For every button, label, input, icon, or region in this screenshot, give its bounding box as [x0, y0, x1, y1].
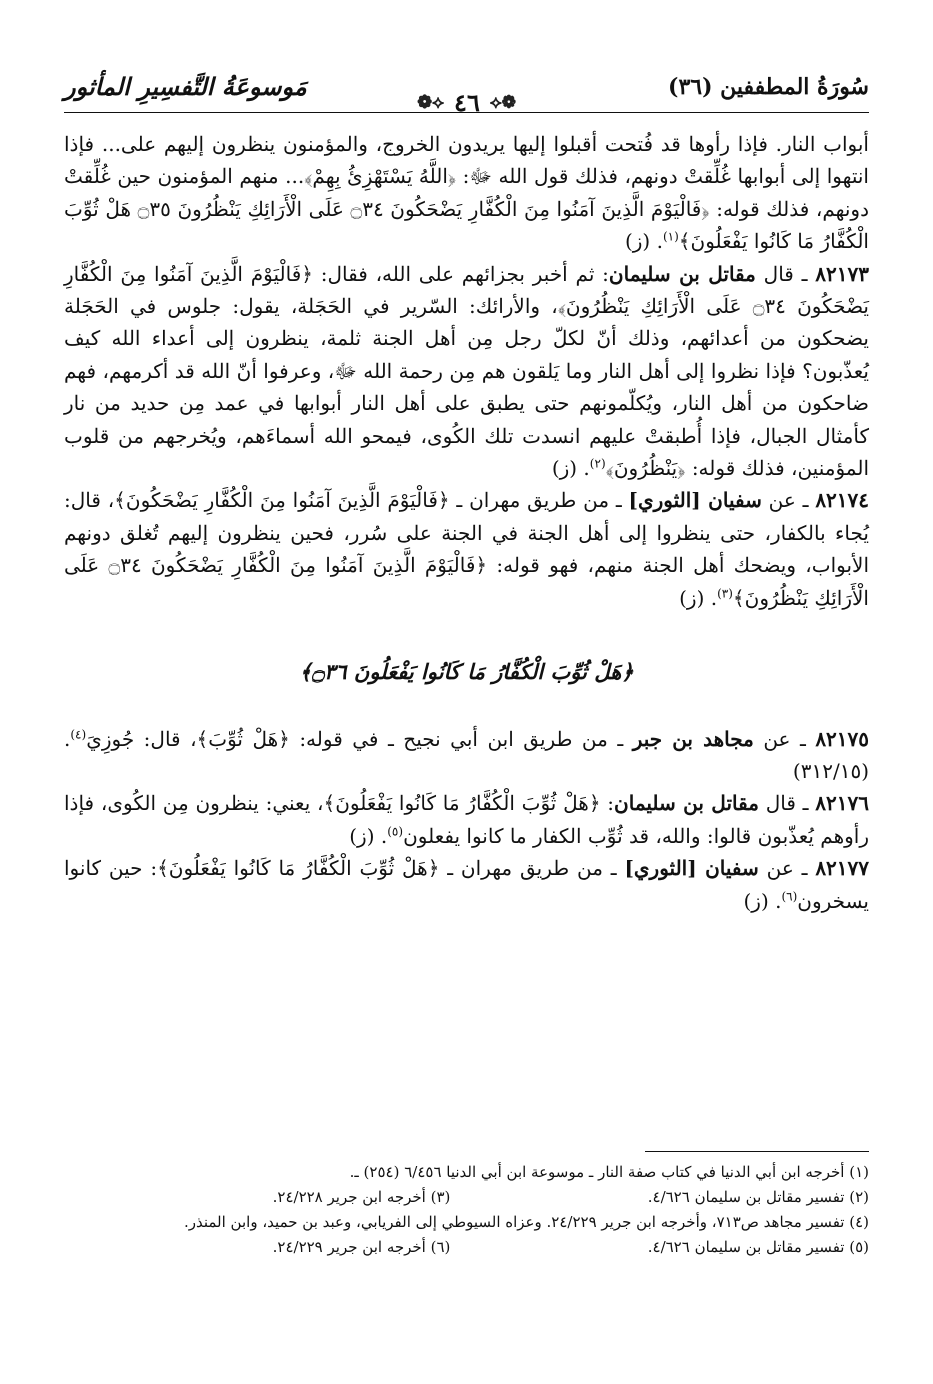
entry-text: : ثم أخبر بجزائهم على الله، فقال: ﴿فَالْيَوْمَ الَّذِينَ آمَنُوا مِنَ الْكُفَّارِ يَضْحَكُونَ ۝٣٤ عَلَى الْأَرَائِكِ يَنْظُرُونَ﴾، والأرائك: السّرير في الحَجَلة، يقول: جلوس في الحَجَلة يضحكون من أعدائهم، وذلك أنّ لكلّ رجل مِن أهل الجنة ثلمة، ينظرون إلى أعداء الله كيف يُعذّبون؟ فإذا نظروا إلى أهل النار وما يَلقون هم مِن رحمة الله ﷻ، وعرفوا أنّ الله قد أكرمهم، فهم ضاحكون من أهل النار، ويُكلّمونهم حتى يطبق على أهل النار أبوابها في عمد مِن حديد من نار كأمثال الجبال، فإذا أُطبقتْ عليهم انسدت تلك الكُوى، فيمحو الله أسماءَهم، ويُخرجهم من قلوب المؤمنين، فذلك قوله: ﴿يَنْظُرُونَ﴾ [64, 261, 869, 481]
entry-number: ٨٢١٧٧ [815, 856, 870, 881]
footnote-3: (٣) أخرجه ابن جرير ٢٤/٢٢٨. [272, 1188, 451, 1206]
entry-lead: ـ عن [768, 488, 809, 513]
entry-82174 [64, 484, 869, 614]
reference-mark: . (ز) [624, 229, 663, 254]
reference-mark: . (ز) [679, 585, 718, 610]
verse-heading: ﴿هَلْ ثُوِّبَ الْكُفَّارُ مَا كَانُوا يَفْعَلُونَ ۝٣٦﴾ [299, 659, 634, 685]
header-divider [64, 112, 869, 113]
footnote-5: (٥) تفسير مقاتل بن سليمان ٤/٦٢٦. [647, 1238, 869, 1256]
entry-lead: ـ عن [766, 856, 808, 881]
entry-82173 [64, 258, 869, 485]
paragraph-text: أبواب النار. فإذا رأوها قد فُتحت أقبلوا إليها يريدون الخروج، والمؤمنون ينظرون إليهم على... فإذا انتهوا إلى أبوابها غُلِّقتْ دونهم، فذلك قول الله ﷻ: ﴿اللَّهُ يَسْتَهْزِئُ بِهِمْ﴾... منهم المؤمنون حين غُلِّقتْ دونهم، فذلك قوله: ﴿فَالْيَوْمَ الَّذِينَ آمَنُوا مِنَ الْكُفَّارِ يَضْحَكُونَ ۝٣٤ عَلَى الْأَرَائِكِ يَنْظُرُونَ ۝٣٥ هَلْ ثُوِّبَ الْكُفَّارُ مَا كَانُوا يَفْعَلُونَ﴾ [64, 132, 869, 254]
entry-lead: ـ عن [763, 726, 806, 751]
entry-lead: ـ قال [763, 261, 808, 286]
reference-mark: . (٣١٢/١٥) [64, 726, 869, 783]
entry-text: ـ من طريق ابن أبي نجيح ـ في قوله: ﴿هَلْ ثُوِّبَ﴾، قال: جُوزِيَ [86, 726, 624, 751]
page-number: ٤٦ [454, 88, 480, 117]
footnote-1: (١) أخرجه ابن أبي الدنيا في كتاب صفة النار ـ موسوعة ابن أبي الدنيا ٦/٤٥٦ (٢٥٤) ـ. [349, 1163, 869, 1181]
footnotes [64, 1160, 869, 1260]
reference-mark: . (ز) [349, 823, 388, 848]
footnote-row [64, 1185, 869, 1210]
surah-title: سُورَةُ المطففين (٣٦) [668, 74, 869, 100]
reference-mark: . (ز) [743, 888, 782, 913]
entry-text: ـ من طريق مهران ـ ﴿فَالْيَوْمَ الَّذِينَ آمَنُوا مِنَ الْكُفَّارِ يَضْحَكُونَ﴾، قال: يُجاء بالكفار، حتى ينظروا إلى أهل الجنة في الجنة على سُرر، فحين ينظرون إليهم تُغلق دونهم الأبواب، ويضحك أهل الجنة منهم، فهو قوله: ﴿فَالْيَوْمَ الَّذِينَ آمَنُوا مِنَ الْكُفَّارِ يَضْحَكُونَ ۝٣٤ عَلَى الْأَرَائِكِ يَنْظُرُونَ﴾ [64, 488, 869, 610]
footnote-4: (٤) تفسير مجاهد ص٧١٣، وأخرجه ابن جرير ٢٤/٢٢٩. وعزاه السيوطي إلى الفريابي، وعبد بن حميد، وابن المنذر. [183, 1213, 869, 1231]
narrator-name: مقاتل بن سليمان [614, 791, 759, 816]
entry-82175 [64, 723, 869, 788]
entry-82176 [64, 787, 869, 852]
entry-number: ٨٢١٧٦ [815, 791, 870, 816]
footnote-divider [645, 1151, 869, 1152]
entry-lead: ـ قال [765, 791, 809, 816]
footnote-ref: (١) [662, 229, 679, 244]
narrator-name: مقاتل بن سليمان [608, 261, 756, 286]
footnote-6: (٦) أخرجه ابن جرير ٢٤/٢٢٩. [272, 1238, 451, 1256]
ornament-right-icon: ⟡❁ [489, 92, 516, 113]
reference-mark: . (ز) [551, 456, 590, 481]
footnote-ref: (٤) [70, 726, 87, 741]
footnote-ref: (٢) [589, 456, 606, 471]
footnote-ref: (٥) [387, 824, 404, 839]
footnote-ref: (٣) [717, 586, 733, 601]
narrator-name: سفيان [الثوري] [624, 856, 759, 881]
book-title: مَوسوعَةُ التَّفسِيرِ المأثور [64, 72, 307, 101]
footnote-2: (٢) تفسير مقاتل بن سليمان ٤/٦٢٦. [647, 1188, 869, 1206]
entry-number: ٨٢١٧٣ [815, 261, 869, 286]
paragraph-continuation [64, 128, 869, 258]
entry-number: ٨٢١٧٥ [815, 726, 870, 751]
entry-82177 [64, 852, 869, 917]
page-header [64, 66, 869, 116]
entry-number: ٨٢١٧٤ [815, 488, 870, 513]
narrator-name: سفيان [الثوري] [628, 488, 762, 513]
narrator-name: مجاهد بن جبر [632, 726, 754, 751]
footnote-row [64, 1235, 869, 1260]
entry-text: ـ من طريق مهران ـ ﴿هَلْ ثُوِّبَ الْكُفَّارُ مَا كَانُوا يَفْعَلُونَ﴾: حين كانوا يسخرون [64, 856, 869, 913]
footnote-ref: (٦) [781, 888, 798, 903]
page-body [64, 128, 869, 917]
entry-text: : ﴿هَلْ ثُوِّبَ الْكُفَّارُ مَا كَانُوا يَفْعَلُونَ﴾، يعني: ينظرون مِن الكُوى، فإذا رأوهم يُعذّبون قالوا: والله، قد ثُوِّب الكفار ما كانوا يفعلون [64, 791, 869, 848]
ornament-left-icon: ❁⟡ [417, 92, 445, 113]
